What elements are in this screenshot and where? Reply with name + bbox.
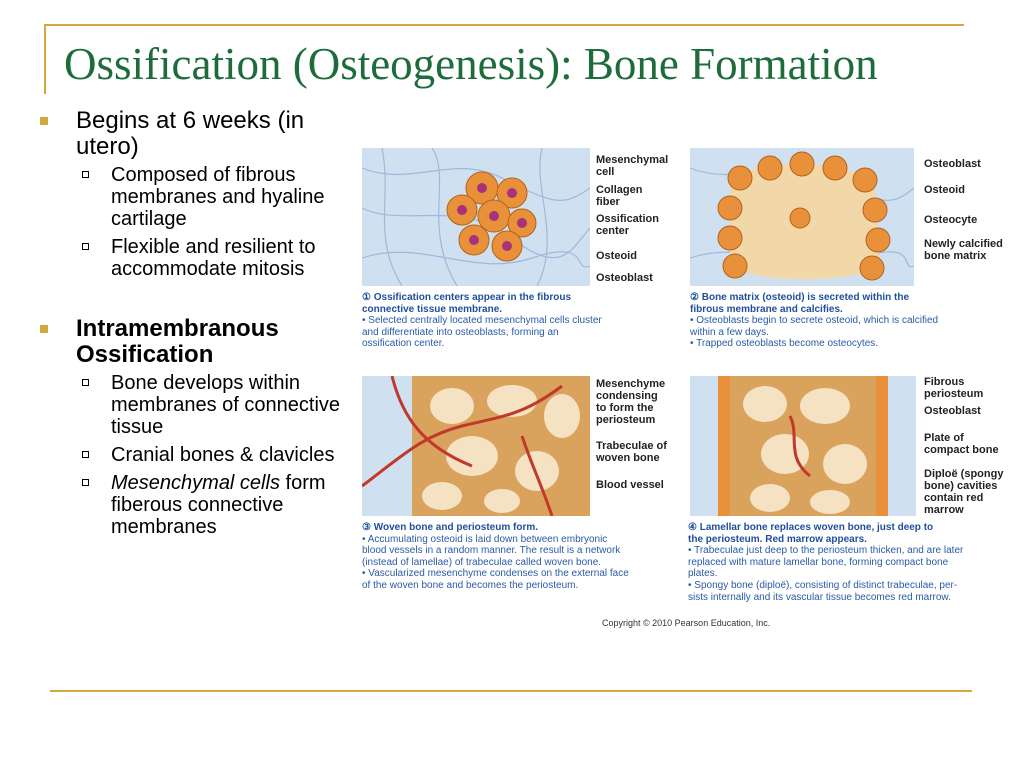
hollow-square-bullet-icon xyxy=(82,379,89,386)
caption-step-1: ① Ossification centers appear in the fibrous connective tissue membrane. • Selected centrally located mesenchymal cells cluster and differentiate into osteoblasts, forming an ossification center. xyxy=(362,292,602,350)
label-osteoblast-2: Osteoblast xyxy=(924,158,981,170)
copyright-notice: Copyright © 2010 Pearson Education, Inc. xyxy=(602,618,771,628)
label-osteocyte: Osteocyte xyxy=(924,214,978,226)
bullet-intramembranous: Intramembranous Ossification xyxy=(36,316,346,368)
bottom-rule xyxy=(50,690,972,692)
woven-bone-illustration xyxy=(362,376,590,516)
sub-bullet-composed: Composed of fibrous membranes and hyaline cartilage xyxy=(36,164,346,230)
label-mesenchyme-condensing: Mesenchyme condensing to form the periosteum xyxy=(596,378,666,426)
label-collagen-fiber: Collagen fiber xyxy=(596,184,643,208)
label-blood-vessel: Blood vessel xyxy=(596,479,664,491)
hollow-square-bullet-icon xyxy=(82,479,89,486)
label-trabeculae: Trabeculae of woven bone xyxy=(596,440,667,464)
square-bullet-icon xyxy=(40,325,48,333)
ossification-figure xyxy=(358,146,1012,634)
label-compact-bone: Plate of compact bone xyxy=(924,432,999,456)
panel-1-illustration xyxy=(362,148,590,286)
sub-bullet-develops: Bone develops within membranes of connective tissue xyxy=(36,372,346,438)
label-newly-calcified: Newly calcified bone matrix xyxy=(924,238,1003,262)
panel-3-illustration xyxy=(362,376,590,516)
mesenchymal-cluster-illustration xyxy=(362,148,590,286)
caption-step-4: ④ Lamellar bone replaces woven bone, just deep to the periosteum. Red marrow appears. • Trabeculae just deep to the periosteum thicken, and are later replaced with mature lamellar bone, forming compact bone plates. • Spongy bone (diploë), consisting of distinct trabeculae, per- sists internally and its vascular tissue becomes red marrow. xyxy=(688,522,964,603)
hollow-square-bullet-icon xyxy=(82,243,89,250)
sub-bullet-cranial: Cranial bones & clavicles xyxy=(36,444,346,466)
label-osteoblast: Osteoblast xyxy=(596,272,653,284)
square-bullet-icon xyxy=(40,117,48,125)
left-rule xyxy=(44,24,46,94)
label-osteoid: Osteoid xyxy=(596,250,637,262)
slide-title: Ossification (Osteogenesis): Bone Formation xyxy=(64,39,878,89)
hollow-square-bullet-icon xyxy=(82,171,89,178)
top-rule xyxy=(44,24,964,26)
label-ossification-center: Ossification center xyxy=(596,213,659,237)
bullet-list xyxy=(36,108,346,544)
panel-2-illustration xyxy=(690,148,914,286)
label-diploe: Diploë (spongy bone) cavities contain red marrow xyxy=(924,468,1004,516)
label-mesenchymal-cell: Mesenchymal cell xyxy=(596,154,669,178)
label-osteoblast-4: Osteoblast xyxy=(924,405,981,417)
sub-bullet-mesenchymal: Mesenchymal cells form fiberous connective membranes xyxy=(36,472,346,538)
panel-4-illustration xyxy=(690,376,916,516)
label-fibrous-periosteum: Fibrous periosteum xyxy=(924,376,984,400)
hollow-square-bullet-icon xyxy=(82,451,89,458)
sub-bullet-flexible: Flexible and resilient to accommodate mitosis xyxy=(36,236,346,280)
lamellar-bone-illustration xyxy=(690,376,916,516)
caption-step-3: ③ Woven bone and periosteum form. • Accumulating osteoid is laid down between embryonic blood vessels in a random manner. The result is a network (instead of lamellae) of trabeculae called woven bone. • Vascularized mesenchyme condenses on the external face of the woven bone and becomes the periosteum. xyxy=(362,522,629,591)
bullet-begins: Begins at 6 weeks (in utero) xyxy=(36,108,346,160)
osteoid-matrix-illustration xyxy=(690,148,914,286)
caption-step-2: ② Bone matrix (osteoid) is secreted within the fibrous membrane and calcifies. • Osteoblasts begin to secrete osteoid, which is calcified within a few days. • Trapped osteoblasts become osteocytes. xyxy=(690,292,939,350)
label-osteoid-2: Osteoid xyxy=(924,184,965,196)
